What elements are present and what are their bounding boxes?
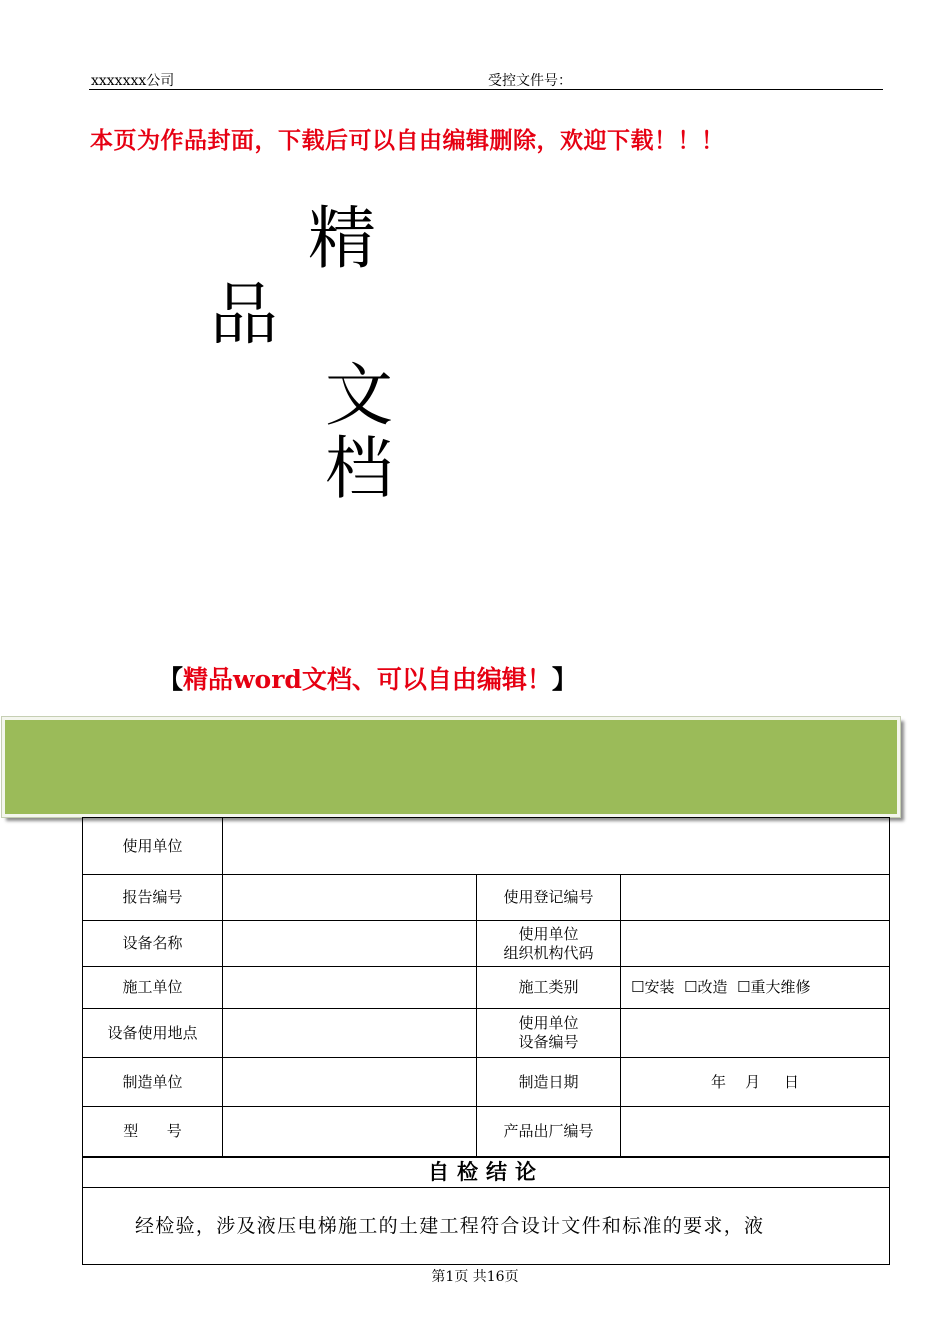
conclusion-title: 自检结论: [83, 1157, 890, 1188]
label-manufacture-date: 制造日期: [477, 1058, 621, 1107]
cover-subtitle: [158, 660, 577, 696]
field-device-name[interactable]: [223, 921, 477, 967]
field-report-no[interactable]: [223, 875, 477, 921]
field-model[interactable]: [223, 1107, 477, 1157]
field-org-code[interactable]: [621, 921, 890, 967]
option-install-checkbox[interactable]: ☐安装: [631, 978, 675, 996]
device-code-line-2: 设备编号: [518, 1033, 579, 1051]
field-register-no[interactable]: [621, 875, 890, 921]
title-char-2: 品: [210, 276, 279, 355]
field-manufacture-date[interactable]: 年 月 日: [621, 1058, 890, 1107]
label-construct-type: 施工类别: [477, 967, 621, 1009]
field-construct-unit[interactable]: [223, 967, 477, 1009]
label-device-name: 设备名称: [83, 921, 223, 967]
field-manufacturer[interactable]: [223, 1058, 477, 1107]
company-name: xxxxxxx公司: [91, 73, 175, 89]
field-device-code[interactable]: [621, 1009, 890, 1058]
label-org-code: [477, 921, 621, 967]
label-manufacturer: 制造单位: [83, 1058, 223, 1107]
org-code-line-2: 组织机构代码: [503, 943, 594, 962]
field-user-unit[interactable]: [223, 818, 890, 875]
cover-notice: 本页为作品封面，下载后可以自由编辑删除，欢迎下载！！！: [90, 128, 725, 154]
label-user-unit: 使用单位: [83, 818, 223, 875]
title-char-3: 文: [325, 357, 394, 436]
field-location[interactable]: [223, 1009, 477, 1058]
label-model: 型 号: [83, 1107, 223, 1157]
label-location: 设备使用地点: [83, 1009, 223, 1058]
bracket-close: 】: [551, 665, 577, 694]
label-device-code: [477, 1009, 621, 1058]
label-register-no: 使用登记编号: [477, 875, 621, 921]
field-serial-no[interactable]: [621, 1107, 890, 1157]
title-char-1: 精: [308, 200, 377, 279]
device-code-line-1: 使用单位: [518, 1014, 579, 1032]
label-construct-unit: 施工单位: [83, 967, 223, 1009]
header-rule: [89, 89, 883, 90]
subtitle-text: 精品word文档、可以自由编辑！: [183, 665, 552, 694]
option-repair-checkbox[interactable]: ☐重大维修: [737, 978, 811, 996]
title-banner: [2, 717, 900, 817]
label-serial-no: 产品出厂编号: [477, 1107, 621, 1157]
page-footer: 第1页 共16页: [431, 1269, 519, 1285]
conclusion-text: 经检验，涉及液压电梯施工的土建工程符合设计文件和标准的要求，液: [83, 1188, 890, 1265]
control-number-label: 受控文件号：: [488, 73, 572, 89]
construct-type-options: [621, 967, 890, 1009]
inspection-form: [82, 817, 890, 1265]
bracket-open: 【: [158, 665, 184, 694]
option-modify-checkbox[interactable]: ☐改造: [684, 978, 728, 996]
title-char-4: 档: [325, 430, 394, 509]
org-code-line-1: 使用单位: [518, 924, 579, 943]
label-report-no: 报告编号: [83, 875, 223, 921]
